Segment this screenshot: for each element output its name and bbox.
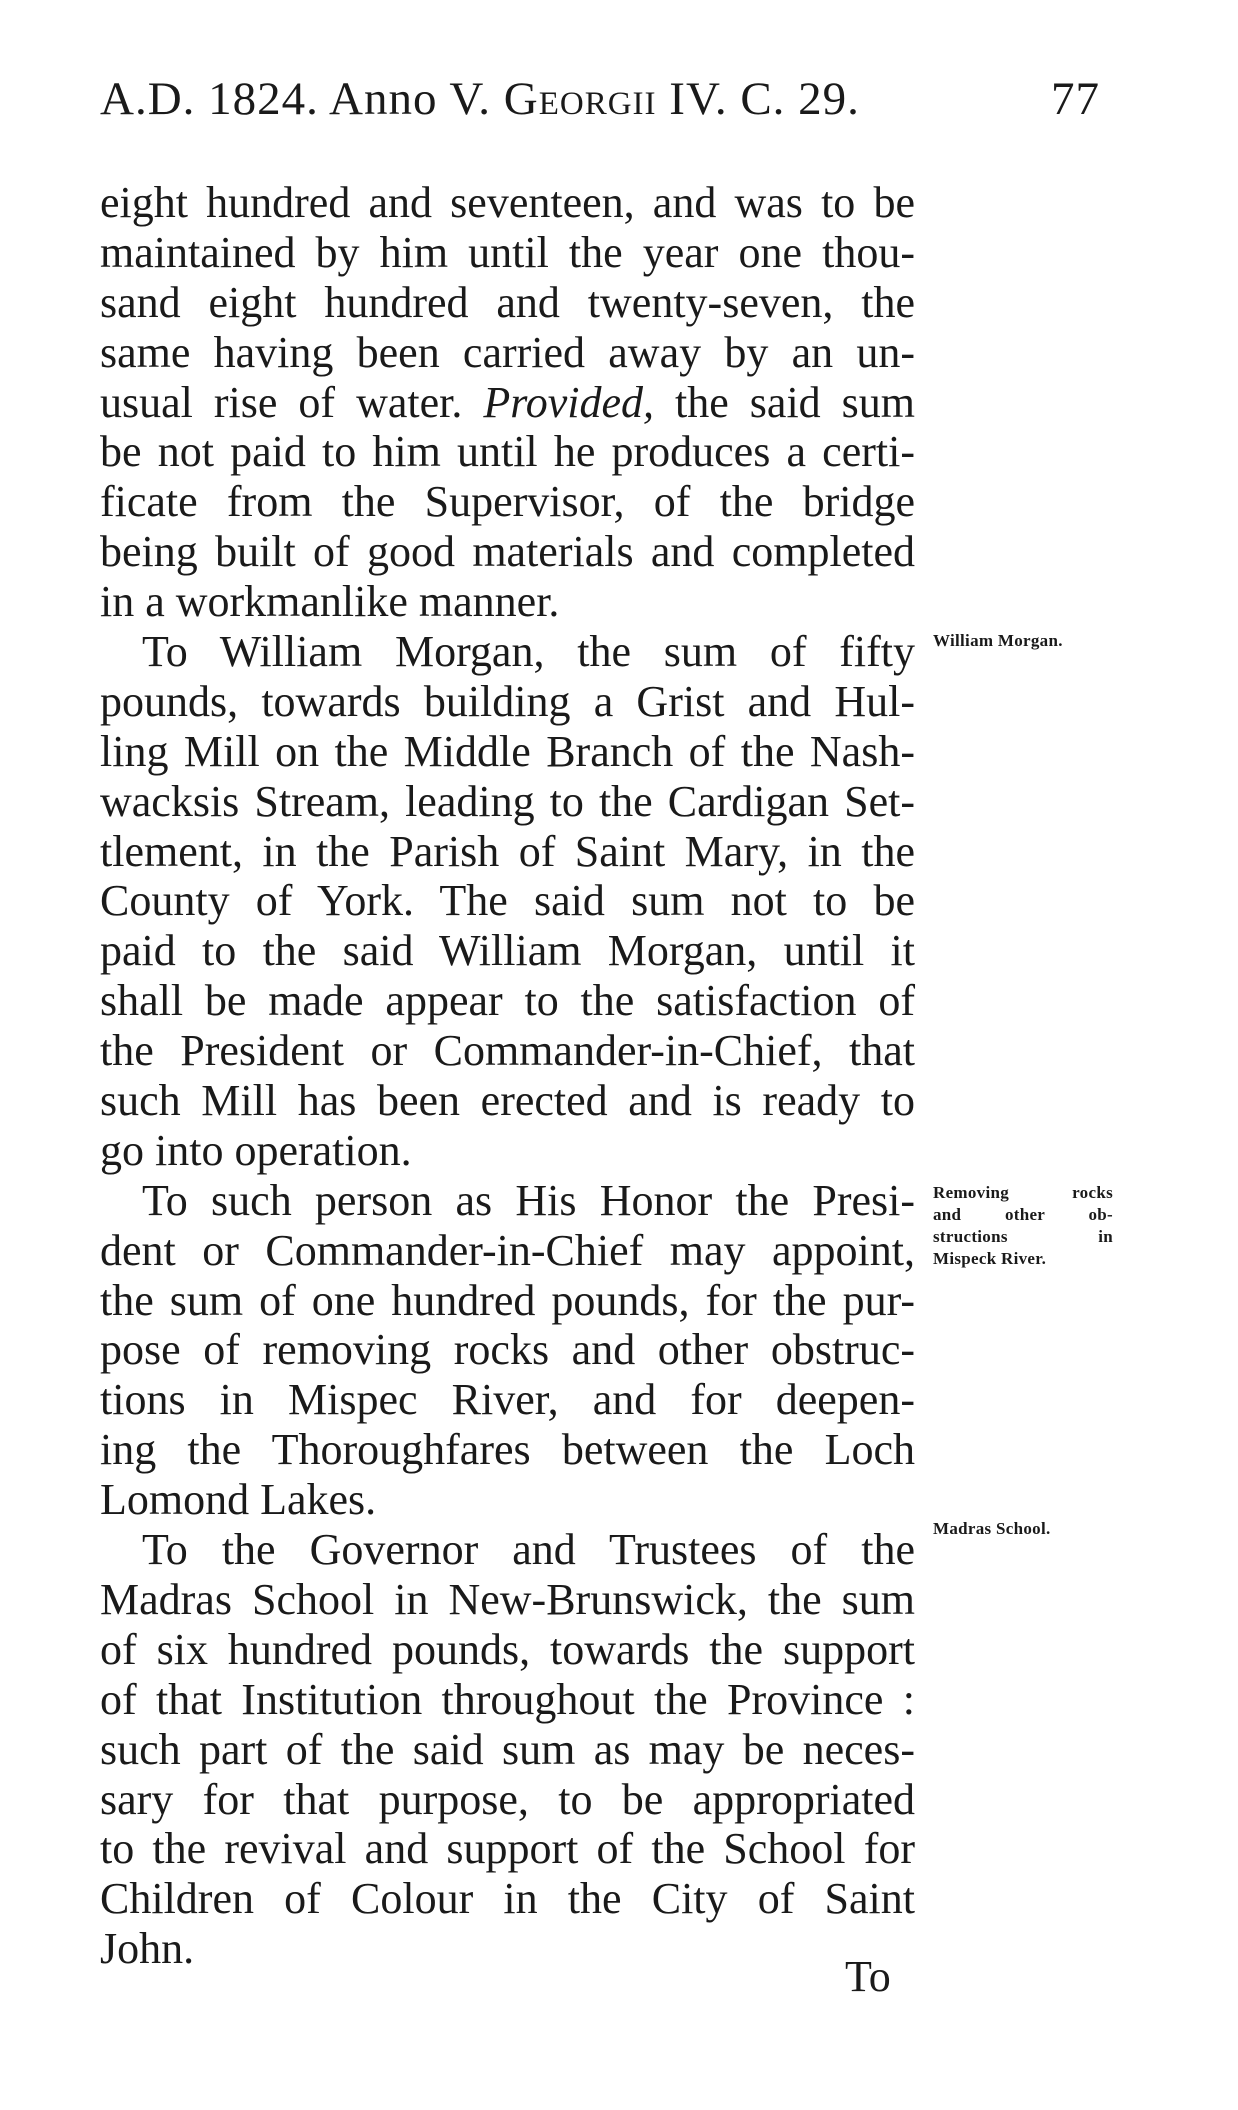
running-head-suffix: IV. C. 29. bbox=[656, 73, 860, 125]
text-line: County of York. The said sum not to be bbox=[100, 876, 915, 926]
paragraph-start-line: To such person as His Honor the Presi- bbox=[142, 1175, 915, 1225]
running-head-smallcaps: Georgii bbox=[503, 73, 657, 125]
text-line: go into operation. bbox=[100, 1125, 412, 1175]
text-line-with-proviso bbox=[100, 378, 915, 428]
text-line: Lomond Lakes. bbox=[100, 1475, 377, 1525]
text-line: pose of removing rocks and other obstruc- bbox=[100, 1325, 915, 1375]
text-line: maintained by him until the year one thou- bbox=[100, 227, 915, 277]
text-line: tions in Mispec River, and for deepen- bbox=[100, 1375, 915, 1425]
text-line: of that Institution throughout the Province : bbox=[100, 1674, 915, 1724]
margin-note-line: and other ob- bbox=[933, 1205, 1113, 1224]
text-line: of six hundred pounds, towards the support bbox=[100, 1624, 915, 1674]
text-line: the sum of one hundred pounds, for the pur- bbox=[100, 1275, 915, 1325]
text-line: pounds, towards building a Grist and Hul- bbox=[100, 676, 915, 726]
text-line: being built of good materials and completed bbox=[100, 527, 915, 577]
text-line: paid to the said William Morgan, until it bbox=[100, 926, 915, 976]
body-text bbox=[100, 178, 915, 1974]
text-line: eight hundred and seventeen, and was to be bbox=[100, 178, 915, 227]
margin-note-madras-school bbox=[933, 1518, 1113, 1540]
text-line: Madras School in New-Brunswick, the sum bbox=[100, 1574, 915, 1624]
italic-proviso: Provided, bbox=[483, 377, 655, 427]
text-line: wacksis Stream, leading to the Cardigan Set- bbox=[100, 776, 915, 826]
text-line: ing the Thoroughfares between the Loch bbox=[100, 1425, 915, 1475]
text-line: sary for that purpose, to be appropriated bbox=[100, 1774, 915, 1824]
text-line: such part of the said sum as may be neces- bbox=[100, 1724, 915, 1774]
margin-note-line: Mispeck River. bbox=[933, 1249, 1047, 1268]
page-number: 77 bbox=[1051, 73, 1100, 125]
text-line: same having been carried away by an un- bbox=[100, 327, 915, 377]
paragraph-start-line: To the Governor and Trustees of the bbox=[142, 1525, 915, 1575]
text-line: in a workmanlike manner. bbox=[100, 577, 560, 627]
text-line: tlement, in the Parish of Saint Mary, in the bbox=[100, 826, 915, 876]
running-head bbox=[100, 72, 1100, 132]
text-line: be not paid to him until he produces a certi- bbox=[100, 427, 915, 477]
text-line: sand eight hundred and twenty-seven, the bbox=[100, 277, 915, 327]
text-fragment: the said sum bbox=[654, 377, 916, 427]
text-line: John. bbox=[100, 1924, 195, 1974]
margin-note-line: structions in bbox=[933, 1227, 1113, 1246]
running-head-title bbox=[100, 72, 860, 126]
margin-note-line: Madras School. bbox=[933, 1519, 1051, 1538]
text-fragment: usual rise of water. bbox=[100, 377, 463, 427]
margin-note-william-morgan bbox=[933, 630, 1113, 652]
margin-note-removing-rocks bbox=[933, 1182, 1113, 1270]
margin-note-line: Removing rocks bbox=[933, 1183, 1113, 1202]
paragraph-start-line: To William Morgan, the sum of fifty bbox=[142, 627, 915, 677]
text-line: the President or Commander-in-Chief, that bbox=[100, 1026, 915, 1076]
text-line: shall be made appear to the satisfaction of bbox=[100, 976, 915, 1026]
text-line: ficate from the Supervisor, of the bridge bbox=[100, 477, 915, 527]
text-line: ling Mill on the Middle Branch of the Nash- bbox=[100, 726, 915, 776]
running-head-prefix: A.D. 1824. Anno V. bbox=[100, 73, 504, 125]
text-line: dent or Commander-in-Chief may appoint, bbox=[100, 1225, 915, 1275]
text-line: such Mill has been erected and is ready to bbox=[100, 1076, 915, 1126]
text-line: to the revival and support of the School for bbox=[100, 1824, 915, 1874]
catchword: To bbox=[845, 1952, 891, 2001]
margin-note-line: William Morgan. bbox=[933, 631, 1063, 650]
text-line: Children of Colour in the City of Saint bbox=[100, 1874, 915, 1924]
